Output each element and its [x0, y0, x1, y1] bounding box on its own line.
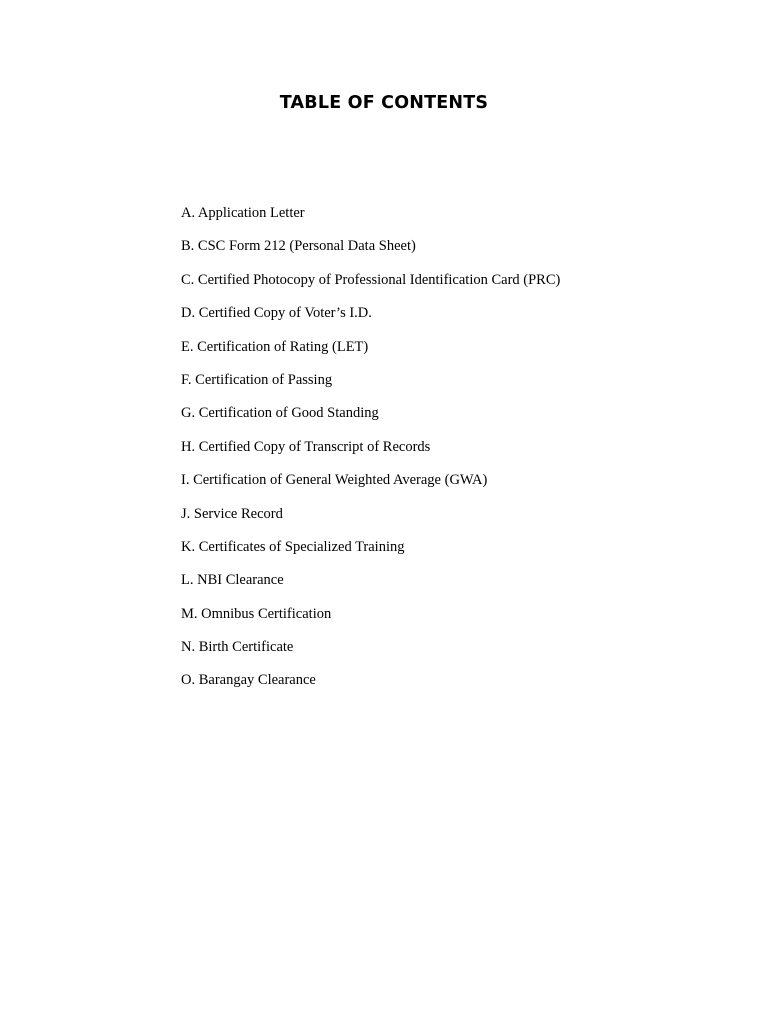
toc-item-o: O. Barangay Clearance [181, 672, 316, 689]
toc-item-k: K. Certificates of Specialized Training [181, 538, 405, 555]
toc-item-g: G. Certification of Good Standing [181, 405, 379, 422]
toc-list [181, 202, 560, 703]
toc-item-b: B. CSC Form 212 (Personal Data Sheet) [181, 238, 416, 255]
toc-item-m: M. Omnibus Certification [181, 605, 332, 622]
toc-item-n: N. Birth Certificate [181, 639, 294, 656]
toc-item-a: A. Application Letter [181, 205, 305, 221]
toc-item-c: C. Certified Photocopy of Professional Identification Card (PRC) [181, 271, 561, 288]
toc-item-f: F. Certification of Passing [181, 371, 333, 388]
toc-item-h: H. Certified Copy of Transcript of Records [181, 438, 431, 455]
toc-item-i: I. Certification of General Weighted Average (GWA) [181, 472, 488, 489]
toc-item-d: D. Certified Copy of Voter’s I.D. [181, 305, 372, 322]
toc-item-j: J. Service Record [181, 505, 283, 522]
toc-item-l: L. NBI Clearance [181, 572, 284, 589]
page-title: TABLE OF CONTENTS [279, 93, 489, 113]
toc-item-e: E. Certification of Rating (LET) [181, 338, 369, 355]
